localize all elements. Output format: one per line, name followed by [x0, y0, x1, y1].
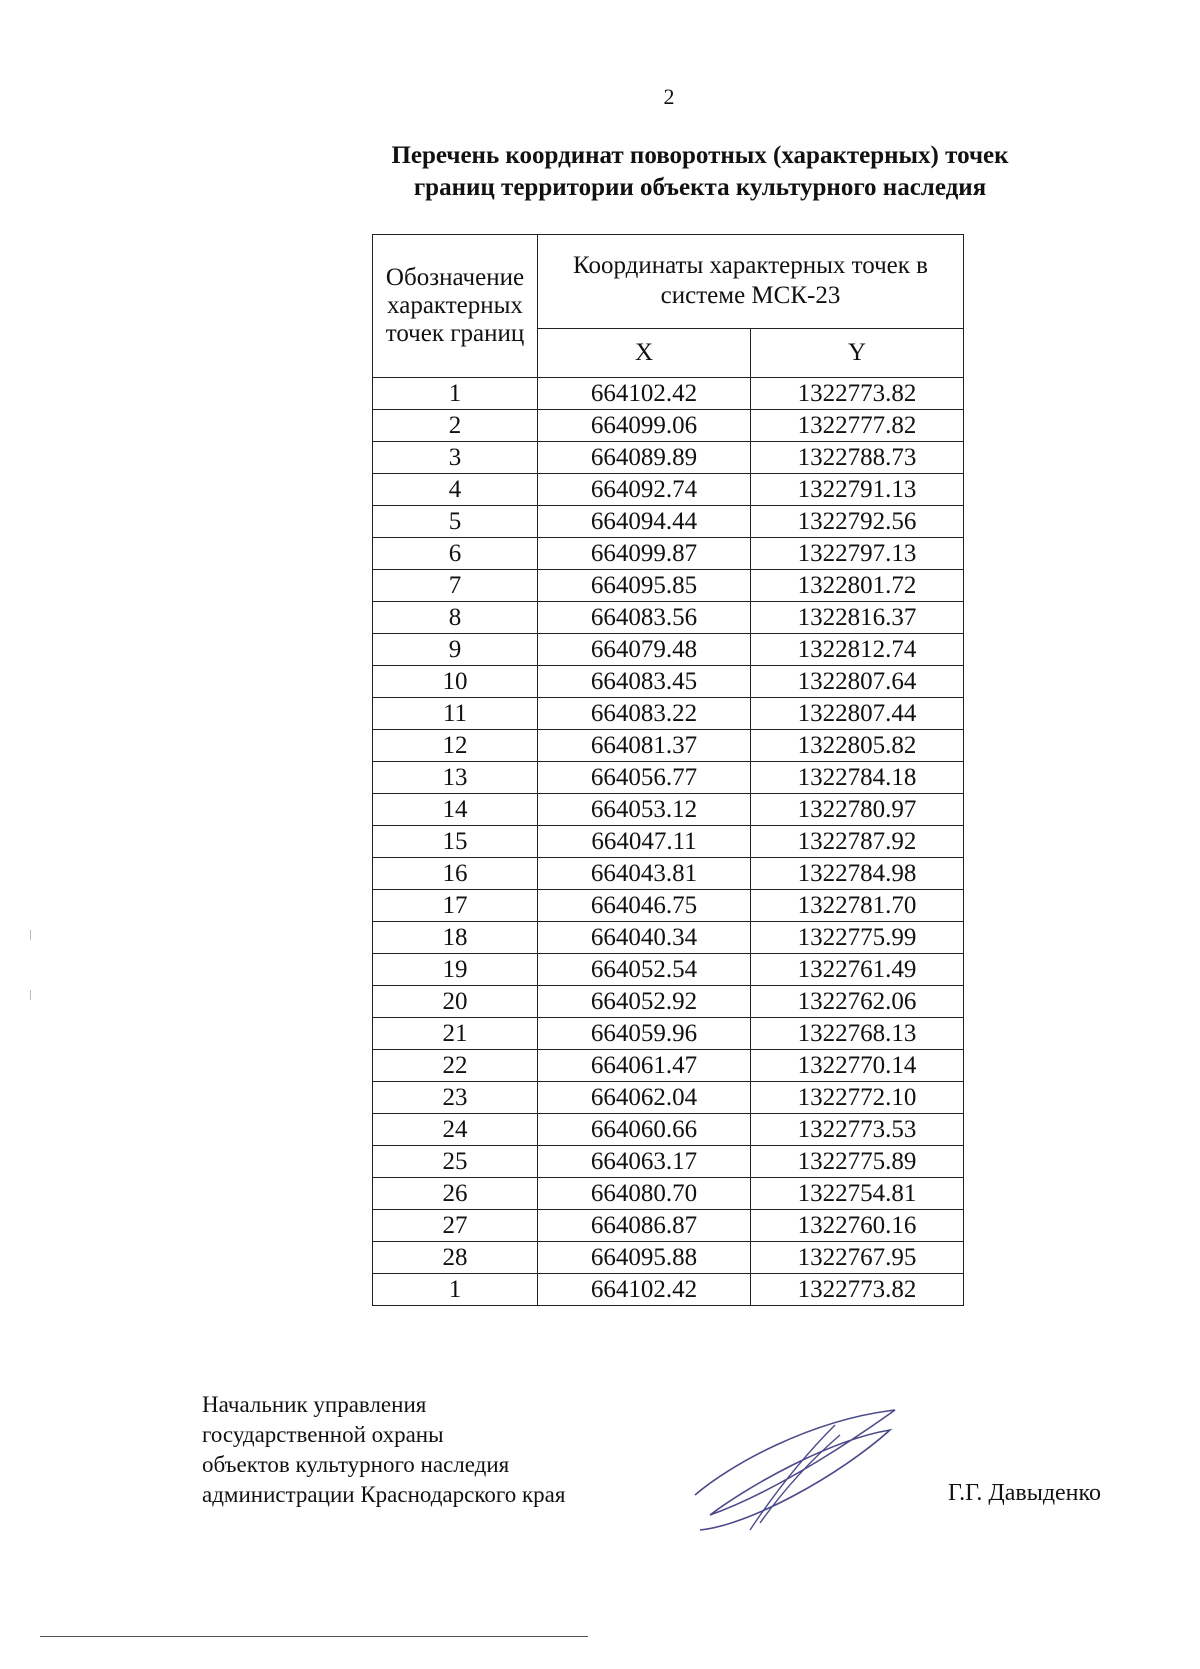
cell-y: 1322773.82 [751, 1274, 964, 1306]
cell-point: 15 [373, 826, 538, 858]
cell-point: 1 [373, 378, 538, 410]
signatory-position [202, 1390, 565, 1510]
cell-point: 5 [373, 506, 538, 538]
position-line-2: государственной охраны [202, 1422, 444, 1447]
cell-point: 7 [373, 570, 538, 602]
cell-x: 664061.47 [538, 1050, 751, 1082]
cell-x: 664081.37 [538, 730, 751, 762]
table-body [373, 378, 964, 1306]
cell-x: 664062.04 [538, 1082, 751, 1114]
cell-y: 1322791.13 [751, 474, 964, 506]
cell-point: 8 [373, 602, 538, 634]
cell-y: 1322773.82 [751, 378, 964, 410]
cell-point: 12 [373, 730, 538, 762]
cell-point: 11 [373, 698, 538, 730]
cell-y: 1322775.89 [751, 1146, 964, 1178]
table-row [373, 1082, 964, 1114]
cell-y: 1322761.49 [751, 954, 964, 986]
cell-y: 1322812.74 [751, 634, 964, 666]
table-row [373, 442, 964, 474]
cell-point: 9 [373, 634, 538, 666]
cell-x: 664086.87 [538, 1210, 751, 1242]
cell-point: 10 [373, 666, 538, 698]
position-line-4: администрации Краснодарского края [202, 1482, 566, 1507]
cell-point: 3 [373, 442, 538, 474]
cell-x: 664089.89 [538, 442, 751, 474]
cell-y: 1322780.97 [751, 794, 964, 826]
position-line-1: Начальник управления [202, 1392, 427, 1417]
cell-y: 1322801.72 [751, 570, 964, 602]
cell-point: 28 [373, 1242, 538, 1274]
cell-point: 17 [373, 890, 538, 922]
table-row [373, 1050, 964, 1082]
title-line-1: Перечень координат поворотных (характерных) точек [391, 142, 1009, 169]
title-line-2: границ территории объекта культурного наследия [413, 174, 987, 201]
cell-x: 664083.56 [538, 602, 751, 634]
cell-y: 1322797.13 [751, 538, 964, 570]
table-row [373, 1178, 964, 1210]
handwritten-signature [690, 1405, 910, 1535]
footer-rule [40, 1636, 588, 1637]
cell-x: 664094.44 [538, 506, 751, 538]
cell-y: 1322792.56 [751, 506, 964, 538]
cell-x: 664080.70 [538, 1178, 751, 1210]
table-row [373, 602, 964, 634]
cell-x: 664052.54 [538, 954, 751, 986]
cell-x: 664095.88 [538, 1242, 751, 1274]
cell-point: 25 [373, 1146, 538, 1178]
cell-x: 664083.45 [538, 666, 751, 698]
table-row [373, 570, 964, 602]
table-row [373, 410, 964, 442]
page-number: 2 [663, 84, 675, 109]
table-row [373, 506, 964, 538]
header-x: X [538, 328, 751, 377]
cell-point: 18 [373, 922, 538, 954]
table-row [373, 538, 964, 570]
cell-point: 19 [373, 954, 538, 986]
cell-y: 1322777.82 [751, 410, 964, 442]
cell-point: 6 [373, 538, 538, 570]
cell-point: 1 [373, 1274, 538, 1306]
cell-y: 1322772.10 [751, 1082, 964, 1114]
table-row [373, 666, 964, 698]
table-row [373, 858, 964, 890]
cell-x: 664079.48 [538, 634, 751, 666]
cell-y: 1322807.44 [751, 698, 964, 730]
cell-x: 664059.96 [538, 1018, 751, 1050]
cell-y: 1322754.81 [751, 1178, 964, 1210]
cell-point: 14 [373, 794, 538, 826]
cell-x: 664053.12 [538, 794, 751, 826]
cell-x: 664102.42 [538, 1274, 751, 1306]
cell-x: 664052.92 [538, 986, 751, 1018]
margin-mark [30, 990, 31, 1000]
cell-point: 21 [373, 1018, 538, 1050]
cell-y: 1322768.13 [751, 1018, 964, 1050]
cell-point: 26 [373, 1178, 538, 1210]
cell-y: 1322784.18 [751, 762, 964, 794]
table-row [373, 986, 964, 1018]
cell-y: 1322816.37 [751, 602, 964, 634]
table-row [373, 1210, 964, 1242]
cell-y: 1322784.98 [751, 858, 964, 890]
header-coordinates: Координаты характерных точек в системе МСК-23 [538, 235, 964, 329]
cell-y: 1322787.92 [751, 826, 964, 858]
cell-x: 664083.22 [538, 698, 751, 730]
table-row [373, 730, 964, 762]
cell-x: 664099.87 [538, 538, 751, 570]
table-row [373, 922, 964, 954]
cell-x: 664060.66 [538, 1114, 751, 1146]
cell-point: 23 [373, 1082, 538, 1114]
table-row [373, 474, 964, 506]
cell-point: 27 [373, 1210, 538, 1242]
cell-x: 664102.42 [538, 378, 751, 410]
cell-y: 1322762.06 [751, 986, 964, 1018]
table-row [373, 634, 964, 666]
cell-y: 1322807.64 [751, 666, 964, 698]
table-row [373, 954, 964, 986]
table-row [373, 378, 964, 410]
cell-y: 1322805.82 [751, 730, 964, 762]
cell-x: 664046.75 [538, 890, 751, 922]
table-header [373, 235, 964, 378]
document-title [0, 140, 1200, 204]
coordinates-table [372, 234, 964, 1306]
cell-y: 1322767.95 [751, 1242, 964, 1274]
cell-x: 664092.74 [538, 474, 751, 506]
cell-y: 1322781.70 [751, 890, 964, 922]
cell-point: 20 [373, 986, 538, 1018]
cell-point: 2 [373, 410, 538, 442]
table-row [373, 826, 964, 858]
cell-y: 1322773.53 [751, 1114, 964, 1146]
header-y: Y [751, 328, 964, 377]
cell-y: 1322760.16 [751, 1210, 964, 1242]
cell-x: 664040.34 [538, 922, 751, 954]
cell-point: 22 [373, 1050, 538, 1082]
cell-x: 664099.06 [538, 410, 751, 442]
cell-x: 664095.85 [538, 570, 751, 602]
cell-x: 664063.17 [538, 1146, 751, 1178]
cell-y: 1322770.14 [751, 1050, 964, 1082]
table-row [373, 1018, 964, 1050]
position-line-3: объектов культурного наследия [202, 1452, 510, 1477]
cell-y: 1322775.99 [751, 922, 964, 954]
cell-y: 1322788.73 [751, 442, 964, 474]
margin-mark [30, 930, 31, 940]
cell-point: 16 [373, 858, 538, 890]
signer-name: Г.Г. Давыденко [948, 1480, 1101, 1506]
table-row [373, 1274, 964, 1306]
header-designation: Обозначение характерных точек границ [373, 235, 538, 378]
cell-x: 664056.77 [538, 762, 751, 794]
cell-x: 664047.11 [538, 826, 751, 858]
cell-point: 24 [373, 1114, 538, 1146]
table-row [373, 1114, 964, 1146]
cell-x: 664043.81 [538, 858, 751, 890]
table-row [373, 890, 964, 922]
table-row [373, 1146, 964, 1178]
table-row [373, 698, 964, 730]
cell-point: 4 [373, 474, 538, 506]
table-row [373, 762, 964, 794]
table-row [373, 1242, 964, 1274]
cell-point: 13 [373, 762, 538, 794]
table-row [373, 794, 964, 826]
